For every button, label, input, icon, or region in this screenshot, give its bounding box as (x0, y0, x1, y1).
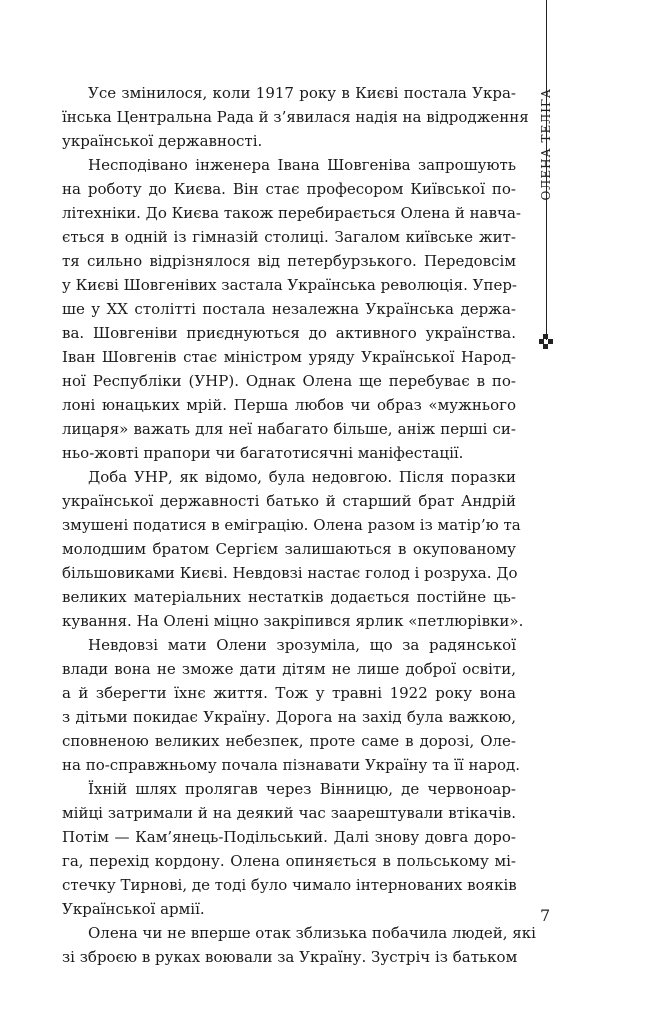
text-line: кування. На Олені міцно закріпився ярлик «петлюрівки». (62, 612, 524, 630)
ornament-icon (539, 334, 553, 348)
text-line: Їхній шлях пролягав через Вінницю, де червоноар- (88, 780, 516, 798)
text-line: ньо-жовті прапори чи багатотисячні маніфестації. (62, 444, 464, 462)
text-line: лицаря» важать для неї набагато більше, аніж перші си- (62, 420, 516, 438)
text-line: великих матеріальних нестатків додається постійне ць- (62, 588, 516, 606)
paragraph (62, 465, 524, 633)
text-line: на по-справжньому почала пізнавати Україну та її народ. (62, 756, 521, 774)
text-line: у Києві Шовгенівих застала Українська революція. Упер- (62, 276, 517, 294)
text-line: стечку Тирнові, де тоді було чимало інтернованих вояків (62, 876, 517, 894)
text-line: лоні юнацьких мрій. Перша любов чи образ «мужнього (62, 396, 516, 414)
text-line: змушені податися в еміграцію. Олена разом із матір’ю та (62, 516, 521, 534)
paragraph (62, 81, 529, 153)
text-line: влади вона не зможе дати дітям не лише доброї освіти, (62, 660, 516, 678)
text-line: молодшим братом Сергієм залишаються в окупованому (62, 540, 516, 558)
text-line: Усе змінилося, коли 1917 року в Києві постала Укра- (88, 84, 516, 102)
text-line: ється в одній із гімназій столиці. Загалом київське жит- (62, 228, 516, 246)
text-line: ної Республіки (УНР). Однак Олена ще перебуває в по- (62, 372, 516, 390)
paragraph (62, 153, 521, 465)
running-title: ОЛЕНА ТЕЛІГА (539, 88, 553, 201)
paragraph (62, 777, 516, 921)
text-line: ва. Шовгеніви приєднуються до активного українства. (62, 324, 516, 342)
text-line: мійці затримали й на деякий час заарештували втікачів. (62, 804, 516, 822)
paragraph (62, 921, 536, 969)
text-line: зі зброєю в руках воювали за Україну. Зустріч із батьком (62, 948, 518, 966)
text-line: Олена чи не вперше отак зблизька побачила людей, які (88, 924, 536, 942)
text-line: Потім — Кам’янець-Подільський. Далі знову довга доро- (62, 828, 516, 846)
text-line: Несподівано інженера Івана Шовгеніва запрошують (88, 156, 516, 174)
text-line: ше у XX столітті постала незалежна Українська держа- (62, 300, 516, 318)
text-line: Іван Шовгенів стає міністром уряду Української Народ- (62, 348, 516, 366)
paragraph (62, 633, 521, 777)
text-line: з дітьми покидає Україну. Дорога на захід була важкою, (62, 708, 516, 726)
text-line: сповненою великих небезпек, проте саме в дорозі, Оле- (62, 732, 516, 750)
text-line: їнська Центральна Рада й з’явилася надія на відродження (62, 108, 529, 126)
text-line: української державності батько й старший брат Андрій (62, 492, 516, 510)
text-line: Української армії. (62, 900, 205, 918)
text-line: більшовиками Києві. Невдовзі настає голод і розруха. До (62, 564, 518, 582)
text-line: Доба УНР, як відомо, була недовгою. Після поразки (88, 468, 516, 486)
text-line: Невдовзі мати Олени зрозуміла, що за радянської (88, 636, 516, 654)
text-line: а й зберегти їхнє життя. Тож у травні 1922 року вона (62, 684, 516, 702)
text-line: на роботу до Києва. Він стає професором Київської по- (62, 180, 516, 198)
body-text (62, 81, 536, 969)
text-line: української державності. (62, 132, 263, 150)
text-line: тя сильно відрізнялося від петербурзького. Передовсім (62, 252, 516, 270)
text-line: літехніки. До Києва також перебирається Олена й навча- (62, 204, 521, 222)
page-number: 7 (540, 906, 551, 925)
text-line: га, перехід кордону. Олена опиняється в польському мі- (62, 852, 516, 870)
